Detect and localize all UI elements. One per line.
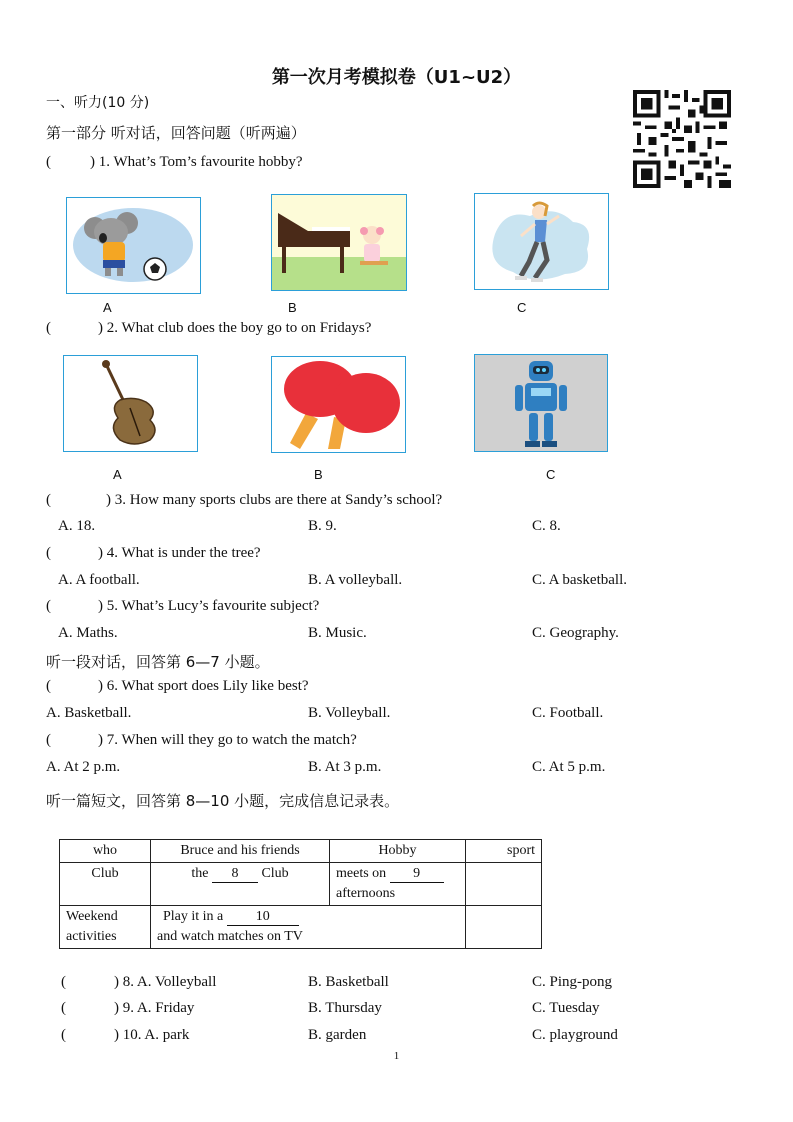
page-number: 1 — [393, 1050, 400, 1062]
q9-option-c: C. Tuesday — [532, 1000, 600, 1016]
answer-paren: ( — [46, 598, 51, 614]
question-5: ) 5. What’s Lucy’s favourite subject? — [98, 598, 320, 614]
q8-option-b: B. Basketball — [308, 974, 389, 990]
q4-option-a: A. A football. — [58, 572, 140, 588]
answer-paren: ( — [46, 320, 51, 336]
q9-option-b: B. Thursday — [308, 1000, 382, 1016]
info-record-table — [59, 839, 542, 949]
table-cell-meets: meets on 9 afternoons — [330, 863, 466, 906]
answer-paren: ( — [61, 1027, 66, 1043]
q3-option-a: A. 18. — [58, 518, 96, 534]
part2-instruction: 听一段对话，回答第 6—7 小题。 — [46, 653, 270, 671]
q2-label-c: C — [546, 467, 556, 482]
q1-option-b-picture — [271, 194, 407, 291]
blank-9[interactable]: 9 — [390, 866, 444, 883]
q3-option-c: C. 8. — [532, 518, 561, 534]
answer-paren: ( — [46, 492, 51, 508]
q7-option-a: A. At 2 p.m. — [46, 759, 121, 775]
question-10: ) 10. A. park — [114, 1027, 190, 1043]
q5-option-a: A. Maths. — [58, 625, 118, 641]
part1-instruction: 第一部分 听对话，回答问题（听两遍） — [46, 124, 306, 142]
q1-label-c: C — [517, 300, 527, 315]
question-7: ) 7. When will they go to watch the match? — [98, 732, 357, 748]
table-header-hobby: Hobby — [330, 840, 466, 863]
table-header-sport: sport — [466, 840, 542, 863]
koala-football-icon — [67, 198, 200, 293]
q4-option-b: B. A volleyball. — [308, 572, 403, 588]
q6-option-b: B. Volleyball. — [308, 705, 391, 721]
q2-label-a: A — [113, 467, 122, 482]
q1-label-a: A — [103, 300, 112, 315]
question-6: ) 6. What sport does Lily like best? — [98, 678, 309, 694]
question-4: ) 4. What is under the tree? — [98, 545, 261, 561]
table-cell-empty — [466, 863, 542, 906]
robot-icon — [475, 355, 607, 451]
question-3: ) 3. How many sports clubs are there at Sandy’s school? — [106, 492, 443, 508]
violin-icon — [64, 356, 197, 451]
q7-option-c: C. At 5 p.m. — [532, 759, 606, 775]
q6-option-a: A. Basketball. — [46, 705, 132, 721]
answer-paren: ( — [46, 732, 51, 748]
q5-option-b: B. Music. — [308, 625, 367, 641]
table-cell-weekend: Weekend activities — [60, 906, 151, 949]
question-1: ) 1. What’s Tom’s favourite hobby? — [90, 154, 303, 170]
section-heading: 一、听力(10 分) — [46, 95, 150, 111]
question-9: ) 9. A. Friday — [114, 1000, 195, 1016]
table-cell-club-name: the 8 Club — [151, 863, 330, 906]
skating-girl-icon — [475, 194, 608, 289]
answer-paren: ( — [46, 545, 51, 561]
q5-option-c: C. Geography. — [532, 625, 619, 641]
blank-10[interactable]: 10 — [227, 909, 299, 926]
q6-option-c: C. Football. — [532, 705, 604, 721]
q2-option-a-picture — [63, 355, 198, 452]
table-cell-empty — [466, 906, 542, 949]
q1-label-b: B — [288, 300, 297, 315]
ping-pong-paddle-icon — [272, 357, 405, 452]
q7-option-b: B. At 3 p.m. — [308, 759, 382, 775]
q2-option-b-picture — [271, 356, 406, 453]
q10-option-c: C. playground — [532, 1027, 618, 1043]
answer-paren: ( — [46, 154, 51, 170]
q10-option-b: B. garden — [308, 1027, 367, 1043]
piano-girl-icon — [272, 195, 406, 290]
qr-code-icon — [632, 90, 732, 188]
q8-option-c: C. Ping-pong — [532, 974, 613, 990]
table-cell-weekend-activity: Play it in a 10 and watch matches on TV — [151, 906, 466, 949]
q2-option-c-picture — [474, 354, 608, 452]
q4-option-c: C. A basketball. — [532, 572, 627, 588]
page-title: 第一次月考模拟卷（U1~U2） — [271, 67, 522, 88]
table-cell-club: Club — [60, 863, 151, 906]
answer-paren: ( — [61, 1000, 66, 1016]
answer-paren: ( — [61, 974, 66, 990]
q1-option-a-picture — [66, 197, 201, 294]
q3-option-b: B. 9. — [308, 518, 337, 534]
q2-label-b: B — [314, 467, 323, 482]
question-8: ) 8. A. Volleyball — [114, 974, 217, 990]
answer-paren: ( — [46, 678, 51, 694]
blank-8[interactable]: 8 — [212, 866, 258, 883]
question-2: ) 2. What club does the boy go to on Fridays? — [98, 320, 372, 336]
part3-instruction: 听一篇短文，回答第 8—10 小题，完成信息记录表。 — [46, 792, 400, 810]
table-header-who: who — [60, 840, 151, 863]
q1-option-c-picture — [474, 193, 609, 290]
table-header-subject: Bruce and his friends — [151, 840, 330, 863]
